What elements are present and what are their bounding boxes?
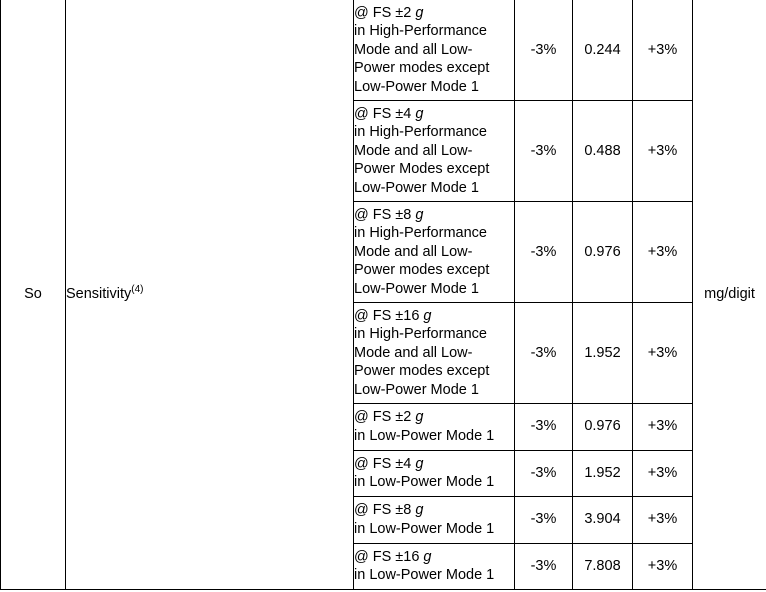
- full-scale-label: [354, 4, 514, 23]
- condition-line: Low-Power Mode 1: [354, 179, 479, 196]
- typ-value-cell: 3.904: [573, 497, 633, 544]
- max-value-cell: +3%: [633, 303, 693, 404]
- g-unit: g: [415, 409, 424, 426]
- condition-line: Power modes except: [354, 262, 490, 279]
- min-value-cell: -3%: [515, 303, 573, 404]
- typ-value-cell: 0.976: [573, 404, 633, 451]
- full-scale-range: @ FS ±8: [354, 206, 416, 223]
- full-scale-range: @ FS ±4: [354, 455, 416, 472]
- condition-line: Low-Power Mode 1: [354, 78, 479, 95]
- max-value-cell: +3%: [633, 0, 693, 101]
- max-value-cell: +3%: [633, 497, 693, 544]
- min-value-cell: -3%: [515, 497, 573, 544]
- full-scale-range: @ FS ±8: [354, 502, 416, 519]
- condition-line: in High-Performance: [354, 23, 487, 40]
- condition-line: Low-Power Mode 1: [354, 381, 479, 398]
- max-value-cell: +3%: [633, 450, 693, 497]
- test-condition-cell: [354, 497, 515, 544]
- parameter-label: Sensitivity: [66, 286, 132, 303]
- typ-value-cell: 1.952: [573, 303, 633, 404]
- g-unit: g: [415, 105, 424, 122]
- typ-value-cell: 0.976: [573, 202, 633, 303]
- typ-value-cell: 1.952: [573, 450, 633, 497]
- test-condition-cell: [354, 101, 515, 202]
- condition-line: in Low-Power Mode 1: [354, 427, 495, 444]
- condition-line: Low-Power Mode 1: [354, 280, 479, 297]
- test-condition-cell: [354, 0, 515, 101]
- parameter-cell: [66, 0, 354, 590]
- condition-line: in High-Performance: [354, 225, 487, 242]
- max-value-cell: +3%: [633, 543, 693, 590]
- min-value-cell: -3%: [515, 404, 573, 451]
- condition-line: Power Modes except: [354, 161, 490, 178]
- table-row: [1, 0, 766, 101]
- min-value-cell: -3%: [515, 450, 573, 497]
- full-scale-label: [354, 548, 514, 567]
- condition-line: in High-Performance: [354, 326, 487, 343]
- typ-value-cell: 0.244: [573, 0, 633, 101]
- g-unit: g: [423, 548, 432, 565]
- full-scale-range: @ FS ±16: [354, 548, 424, 565]
- typ-value-cell: 7.808: [573, 543, 633, 590]
- condition-line: Mode and all Low-: [354, 142, 473, 159]
- min-value-cell: -3%: [515, 543, 573, 590]
- condition-line: in Low-Power Mode 1: [354, 520, 495, 537]
- test-condition-cell: [354, 450, 515, 497]
- full-scale-label: [354, 501, 514, 520]
- full-scale-label: [354, 455, 514, 474]
- max-value-cell: +3%: [633, 101, 693, 202]
- condition-line: Mode and all Low-: [354, 41, 473, 58]
- g-unit: g: [423, 307, 432, 324]
- symbol-cell: So: [1, 0, 66, 590]
- full-scale-label: [354, 408, 514, 427]
- min-value-cell: -3%: [515, 202, 573, 303]
- condition-line: Mode and all Low-: [354, 344, 473, 361]
- max-value-cell: +3%: [633, 404, 693, 451]
- test-condition-cell: [354, 202, 515, 303]
- full-scale-label: [354, 105, 514, 124]
- min-value-cell: -3%: [515, 0, 573, 101]
- g-unit: g: [415, 206, 424, 223]
- min-value-cell: -3%: [515, 101, 573, 202]
- full-scale-range: @ FS ±2: [354, 4, 416, 21]
- condition-line: in Low-Power Mode 1: [354, 567, 495, 584]
- condition-line: Mode and all Low-: [354, 243, 473, 260]
- test-condition-cell: [354, 404, 515, 451]
- condition-line: Power modes except: [354, 363, 490, 380]
- typ-value-cell: 0.488: [573, 101, 633, 202]
- unit-cell: mg/digit: [693, 0, 766, 590]
- footnote-ref: (4): [131, 284, 144, 296]
- condition-line: Power modes except: [354, 60, 490, 77]
- g-unit: g: [415, 502, 424, 519]
- condition-line: in Low-Power Mode 1: [354, 474, 495, 491]
- condition-line: in High-Performance: [354, 124, 487, 141]
- full-scale-range: @ FS ±16: [354, 307, 424, 324]
- g-unit: g: [415, 455, 424, 472]
- full-scale-label: [354, 307, 514, 326]
- test-condition-cell: [354, 303, 515, 404]
- full-scale-range: @ FS ±4: [354, 105, 416, 122]
- max-value-cell: +3%: [633, 202, 693, 303]
- full-scale-range: @ FS ±2: [354, 409, 416, 426]
- test-condition-cell: [354, 543, 515, 590]
- g-unit: g: [415, 4, 424, 21]
- full-scale-label: [354, 206, 514, 225]
